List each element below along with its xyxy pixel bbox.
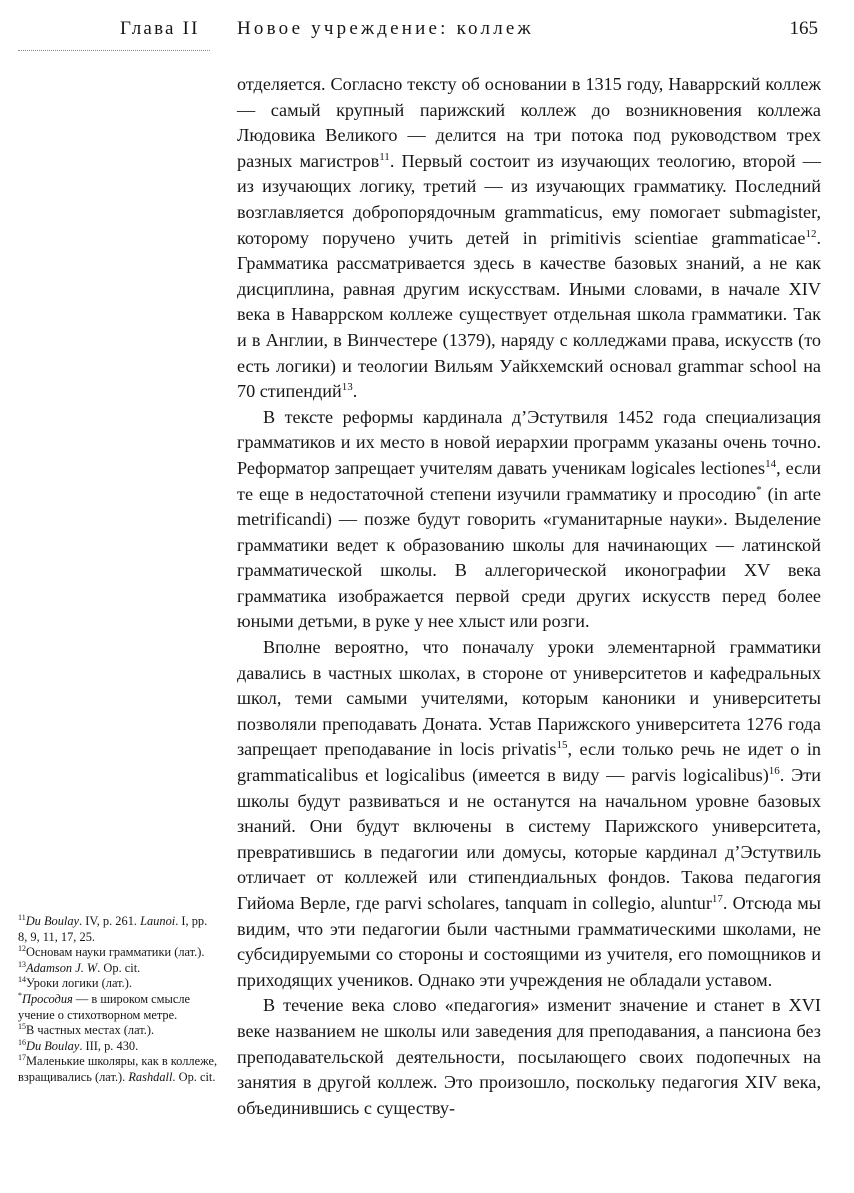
italic-text: Adamson J. W — [26, 960, 98, 975]
paragraph — [237, 72, 821, 405]
running-title: Новое учреждение: коллеж — [237, 18, 534, 39]
footnote-mark: * — [18, 990, 22, 1000]
footnotes — [18, 914, 218, 1086]
footnote — [18, 914, 218, 945]
text-run: Вполне вероятно, что поначалу уроки элементарной грамматики давались в частных школах, в стороне от университетов и кафедральных школ, теми самыми учителями, которым каноники и университеты позволяли преподавать Доната. Устав Парижского университета 1276 года запрещает преподавание in locis privatis — [237, 637, 821, 760]
footnote — [18, 1039, 218, 1055]
text-run: . Op. cit. — [97, 960, 141, 975]
footnote — [18, 945, 218, 961]
footnote-ref: * — [756, 483, 762, 496]
header-rule — [18, 50, 210, 51]
text-run: Уроки логики (лат.). — [26, 976, 132, 991]
text-run: . IV, p. 261. — [79, 914, 141, 928]
footnote-mark: 12 — [18, 944, 26, 954]
text-run: . Грамматика рассматривается здесь в качестве базовых знаний, а не как дисциплина, равная другим искусствам. Иными словами, в начале XIV века в Наваррском коллеже существует отдельная школа грамматики. Так и в Англии, в Винчестере (1379), наряду с колледжами права, искусств (то есть логики) и теологии Вильям Уайкхемский основал grammar school на 70 стипендий — [237, 227, 821, 402]
text-run: . Op. cit. — [172, 1069, 216, 1084]
footnote-ref: 16 — [768, 765, 780, 778]
footnote-mark: 16 — [18, 1037, 26, 1047]
footnote — [18, 976, 218, 992]
footnote-mark: 13 — [18, 959, 26, 969]
footnote — [18, 961, 218, 977]
text-run: В тексте реформы кардинала д’Эстутвиля 1452 года специализация грамматиков и их место в новой иерархии программ указаны очень точно. Реформатор запрещает учителям давать ученикам logicales lectiones — [237, 406, 821, 478]
text-run: . Отсюда мы видим, что эти педагогии были частными грамматическими школами, не субсидируемыми со стороны и состоящими из учителя, его помощников и приходящих учеников. Однако эти учреждения не обладали уставом. — [237, 893, 821, 990]
footnote-ref: 11 — [379, 150, 390, 163]
text-run: . I, pp. 8, 9, 11, 17, 25. — [18, 914, 208, 944]
text-run: отделяется. Согласно тексту об основании в 1315 году, Наваррский коллеж — самый крупный парижский коллеж до возникновения коллежа Людовика Великого — делится на три потока под руководством трех разных магистров — [237, 74, 821, 171]
footnote-mark: 17 — [18, 1053, 26, 1063]
chapter-label: Глава II — [120, 18, 200, 39]
text-run: , если только речь не идет о in grammaticalibus et logicalibus (имеется в виду — parvis logicalibus) — [237, 739, 821, 786]
running-header — [0, 18, 854, 52]
text-run: Основам науки грамматики (лат.). — [26, 945, 205, 960]
italic-text: Du Boulay — [26, 1038, 80, 1053]
footnote — [18, 1023, 218, 1039]
text-run: В частных местах (лат.). — [26, 1023, 155, 1038]
footnote-mark: 11 — [18, 913, 26, 922]
footnote-mark: 14 — [18, 975, 26, 985]
paragraph — [237, 993, 821, 1121]
text-run: . Эти школы будут развиваться и не останутся на начальном уровне базовых знаний. Они будут включены в систему Парижского университета, превратившись в педагогии или домусы, которые кардинал д’Эстутвиль отличает от коллежей или стипендиальных фондов. Такова педагогия Гийома Верле, где parvi scholares, tanquam in collegio, aluntur — [237, 765, 821, 913]
italic-text: Rashdall — [128, 1069, 173, 1084]
footnote — [18, 1054, 218, 1085]
footnote-mark: 15 — [18, 1022, 26, 1032]
paragraph — [237, 635, 821, 993]
footnote-ref: 17 — [711, 893, 723, 905]
text-run: — в широком смысле учение о стихотворном метре. — [18, 991, 191, 1022]
page-number: 165 — [789, 18, 818, 39]
text-run: В течение века слово «педагогия» изменит значение и станет в XVI веке названием не школы или заведения для преподавания, а пансиона без преподавательской деятельности, посылающего своих подопечных на занятия в другой коллеж. Это произошло, поскольку педагогия XIV века, объединившись с существу- — [237, 995, 821, 1118]
text-run: Маленькие школяры, как в коллеже, взращивались (лат.). — [18, 1054, 218, 1084]
text-run: . Первый состоит из изучающих теологию, второй — из изучающих логику, третий — из изучающих грамматику. Последний возглавляется добропорядочным grammaticus, ему помогает submagister, которому поручено учить детей in primitivis scientiae grammaticae — [237, 150, 821, 248]
paragraph — [237, 405, 821, 635]
text-run: . — [352, 381, 358, 402]
italic-text: Launoi — [140, 914, 176, 928]
italic-text: Du Boulay — [25, 914, 80, 928]
footnote — [18, 992, 218, 1023]
text-run: , если те еще в недостаточной степени изучили грамматику и просодию — [237, 457, 821, 504]
footnote-ref: 12 — [805, 227, 817, 240]
footnote-ref: 15 — [556, 739, 568, 752]
main-text — [237, 72, 821, 1121]
italic-text: Просодия — [22, 991, 73, 1006]
text-run: . III, p. 430. — [79, 1038, 139, 1053]
text-run: (in arte metrificandi) — позже будут говорить «гуманитарные науки». Выделение грамматики ведет к образованию школы для начинающих — латинской грамматической школы. В аллегорической иконографии XV века грамматика изображается первой среди других искусств перед более юными детьми, в руке у нее хлыст или розги. — [237, 483, 821, 632]
footnote-ref: 14 — [765, 457, 777, 470]
footnote-ref: 13 — [341, 381, 353, 394]
